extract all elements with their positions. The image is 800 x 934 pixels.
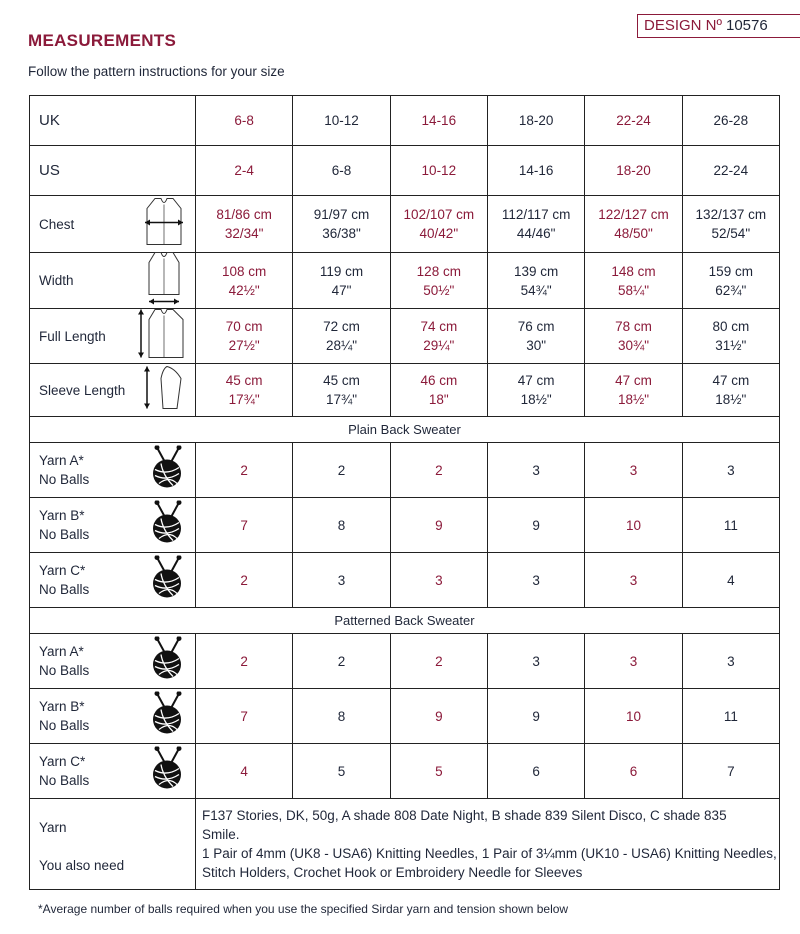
ball-count-cell: 3 <box>487 553 584 608</box>
cm-value: 47 cm <box>712 373 750 388</box>
ball-count-cell: 4 <box>196 744 293 799</box>
ball-count-cell: 2 <box>293 634 390 689</box>
inch-value: 30¾" <box>617 338 650 353</box>
inch-value: 17¾" <box>325 392 358 407</box>
cm-value: 119 cm <box>319 263 364 279</box>
ball-count-cell: 8 <box>293 498 390 553</box>
cm-value: 139 cm <box>514 263 559 279</box>
yarn-label-cell <box>30 744 196 799</box>
inch-value: 18½" <box>715 392 747 407</box>
size-cell: 22-24 <box>585 96 682 146</box>
inch-value: 48/50" <box>614 226 653 241</box>
inch-value: 17¾" <box>228 392 260 407</box>
ball-count-cell: 4 <box>682 553 779 608</box>
ball-count-cell: 6 <box>487 744 584 799</box>
measurement-cell <box>682 196 779 253</box>
need-label: You also need <box>39 858 125 873</box>
ball-count-cell: 5 <box>293 744 390 799</box>
ball-count-cell: 3 <box>585 634 682 689</box>
yarn-name: Yarn A* <box>39 453 84 468</box>
info-row <box>30 799 780 890</box>
yarn-sub: No Balls <box>39 472 90 487</box>
measurement-cell <box>390 196 487 253</box>
info-labels <box>30 799 196 890</box>
inch-value: 32/34" <box>224 226 264 241</box>
measurement-label: Sleeve Length <box>39 382 126 398</box>
yarn-ball-icon <box>147 637 187 686</box>
cm-value: 78 cm <box>615 319 652 334</box>
cm-value: 159 cm <box>708 263 753 279</box>
measurement-cell <box>682 364 779 417</box>
yarn-sub: No Balls <box>39 773 90 788</box>
info-text <box>196 799 780 890</box>
cm-value: 74 cm <box>420 319 458 334</box>
inch-value: 47" <box>331 282 352 298</box>
yarn-row <box>30 443 780 498</box>
cm-value: 108 cm <box>222 263 267 279</box>
ball-count-cell: 3 <box>293 553 390 608</box>
design-number: 10576 <box>726 17 768 34</box>
cm-value: 45 cm <box>323 373 360 388</box>
size-cell: 10-12 <box>390 146 487 196</box>
ball-count-cell: 9 <box>487 689 584 744</box>
yarn-sub: No Balls <box>39 663 90 678</box>
ball-count-cell: 5 <box>390 744 487 799</box>
measurement-label: Chest <box>39 216 75 232</box>
cm-value: 81/86 cm <box>216 207 272 222</box>
section-title: Patterned Back Sweater <box>30 608 780 634</box>
yarn-label-cell <box>30 553 196 608</box>
size-cell: 2-4 <box>196 146 293 196</box>
size-label: US <box>30 146 196 196</box>
measurement-cell <box>487 196 584 253</box>
measurement-cell <box>293 253 390 309</box>
ball-count-cell: 11 <box>682 498 779 553</box>
measurement-cell <box>196 253 293 309</box>
measurement-label: Width <box>39 273 74 288</box>
yarn-name: Yarn A* <box>39 644 84 659</box>
cm-value: 45 cm <box>225 373 263 388</box>
measurement-cell <box>293 364 390 417</box>
section-header-row <box>30 417 780 443</box>
ball-count-cell: 9 <box>390 498 487 553</box>
ball-count-cell: 2 <box>196 553 293 608</box>
inch-value: 50½" <box>423 282 455 298</box>
ball-count-cell: 3 <box>487 634 584 689</box>
section-title: Plain Back Sweater <box>30 417 780 443</box>
measurement-label-cell <box>30 196 196 253</box>
measurement-row <box>30 309 780 364</box>
cm-value: 122/127 cm <box>598 207 669 222</box>
measurement-cell <box>196 364 293 417</box>
page-title: MEASUREMENTS <box>28 31 177 50</box>
size-cell: 26-28 <box>682 96 779 146</box>
measurement-cell <box>585 309 682 364</box>
ball-count-cell: 11 <box>682 689 779 744</box>
size-cell: 18-20 <box>585 146 682 196</box>
need-text: 1 Pair of 4mm (UK8 - USA6) Knitting Needles, 1 Pair of 3¼mm (UK10 - USA6) Knitting Needles, Stitch Holders, Crochet Hook or Embroidery Needle for Sleeves <box>202 846 777 880</box>
ball-count-cell: 7 <box>196 498 293 553</box>
inch-value: 18½" <box>520 392 552 407</box>
size-cell: 14-16 <box>487 146 584 196</box>
measurement-cell <box>390 364 487 417</box>
ball-count-cell: 10 <box>585 689 682 744</box>
section-header-row <box>30 608 780 634</box>
yarn-ball-icon <box>147 747 187 796</box>
ball-count-cell: 3 <box>487 443 584 498</box>
ball-count-cell: 7 <box>196 689 293 744</box>
inch-value: 30" <box>526 338 547 353</box>
sleeve-icon <box>141 365 187 416</box>
cm-value: 112/117 cm <box>501 207 571 222</box>
yarn-label: Yarn <box>39 820 67 835</box>
yarn-label-cell <box>30 498 196 553</box>
measurement-cell <box>487 309 584 364</box>
measurement-cell <box>585 364 682 417</box>
yarn-ball-icon <box>147 501 187 550</box>
footnote: *Average number of balls required when you use the specified Sirdar yarn and tension shown below <box>38 902 569 916</box>
ball-count-cell: 2 <box>293 443 390 498</box>
ball-count-cell: 3 <box>682 443 779 498</box>
inch-value: 62¾" <box>715 282 747 298</box>
size-row-us <box>30 146 780 196</box>
cm-value: 46 cm <box>420 373 458 388</box>
cm-value: 128 cm <box>416 263 461 279</box>
size-label: UK <box>30 96 196 146</box>
yarn-name: Yarn C* <box>39 754 86 769</box>
measurement-label-cell <box>30 364 196 417</box>
cm-value: 47 cm <box>615 373 652 388</box>
measurement-cell <box>487 364 584 417</box>
measurements-table <box>29 95 780 890</box>
measurement-row <box>30 196 780 253</box>
yarn-row <box>30 553 780 608</box>
cm-value: 91/97 cm <box>313 207 370 222</box>
cm-value: 148 cm <box>611 263 656 279</box>
size-cell: 22-24 <box>682 146 779 196</box>
inch-value: 44/46" <box>516 226 556 241</box>
inch-value: 52/54" <box>711 226 751 241</box>
size-cell: 14-16 <box>390 96 487 146</box>
inch-value: 36/38" <box>322 226 361 241</box>
measurement-cell <box>390 253 487 309</box>
ball-count-cell: 3 <box>682 634 779 689</box>
cm-value: 76 cm <box>517 319 555 334</box>
yarn-label-cell <box>30 443 196 498</box>
measurement-cell <box>487 253 584 309</box>
measurement-cell <box>585 196 682 253</box>
size-cell: 6-8 <box>196 96 293 146</box>
ball-count-cell: 3 <box>585 443 682 498</box>
measurement-cell <box>682 309 779 364</box>
cm-value: 70 cm <box>225 319 263 334</box>
ball-count-cell: 7 <box>682 744 779 799</box>
ball-count-cell: 2 <box>196 634 293 689</box>
size-cell: 10-12 <box>293 96 390 146</box>
yarn-row <box>30 689 780 744</box>
yarn-row <box>30 634 780 689</box>
subtitle: Follow the pattern instructions for your size <box>28 64 285 79</box>
cm-value: 80 cm <box>712 319 750 334</box>
measurement-cell <box>293 196 390 253</box>
yarn-name: Yarn B* <box>39 699 85 714</box>
cm-value: 132/137 cm <box>695 207 767 222</box>
ball-count-cell: 2 <box>390 443 487 498</box>
size-cell: 6-8 <box>293 146 390 196</box>
inch-value: 27½" <box>228 338 260 353</box>
yarn-sub: No Balls <box>39 582 90 597</box>
ball-count-cell: 6 <box>585 744 682 799</box>
measurement-row <box>30 364 780 417</box>
ball-count-cell: 2 <box>196 443 293 498</box>
inch-value: 18" <box>428 392 449 407</box>
inch-value: 31½" <box>715 338 747 353</box>
width-garment-icon <box>141 250 187 311</box>
yarn-name: Yarn C* <box>39 563 86 578</box>
yarn-label-cell <box>30 689 196 744</box>
yarn-label-cell <box>30 634 196 689</box>
measurement-label-cell <box>30 309 196 364</box>
yarn-text: F137 Stories, DK, 50g, A shade 808 Date Night, B shade 839 Silent Disco, C shade 835 Smile. <box>202 808 727 842</box>
yarn-ball-icon <box>147 692 187 741</box>
size-cell: 18-20 <box>487 96 584 146</box>
yarn-name: Yarn B* <box>39 508 85 523</box>
yarn-sub: No Balls <box>39 718 90 733</box>
measurement-cell <box>585 253 682 309</box>
inch-value: 18½" <box>617 392 650 407</box>
measurement-cell <box>682 253 779 309</box>
ball-count-cell: 9 <box>487 498 584 553</box>
inch-value: 28¼" <box>325 338 358 353</box>
yarn-ball-icon <box>147 446 187 495</box>
yarn-ball-icon <box>147 556 187 605</box>
ball-count-cell: 9 <box>390 689 487 744</box>
measurement-cell <box>390 309 487 364</box>
ball-count-cell: 2 <box>390 634 487 689</box>
cm-value: 47 cm <box>517 373 555 388</box>
yarn-row <box>30 744 780 799</box>
inch-value: 29¼" <box>423 338 455 353</box>
measurement-row <box>30 253 780 309</box>
inch-value: 40/42" <box>419 226 459 241</box>
size-row-uk <box>30 96 780 146</box>
inch-value: 54¾" <box>520 282 552 298</box>
length-garment-icon <box>137 308 187 365</box>
measurement-cell <box>196 309 293 364</box>
inch-value: 42½" <box>228 282 260 298</box>
ball-count-cell: 3 <box>390 553 487 608</box>
ball-count-cell: 8 <box>293 689 390 744</box>
cm-value: 72 cm <box>323 319 360 334</box>
design-number-box <box>637 14 800 38</box>
measurement-label-cell <box>30 253 196 309</box>
inch-value: 58¼" <box>617 282 650 298</box>
yarn-row <box>30 498 780 553</box>
measurement-cell <box>293 309 390 364</box>
measurement-cell <box>196 196 293 253</box>
chest-garment-icon <box>141 197 187 252</box>
cm-value: 102/107 cm <box>403 207 475 222</box>
yarn-sub: No Balls <box>39 527 90 542</box>
ball-count-cell: 10 <box>585 498 682 553</box>
measurement-label: Full Length <box>39 328 106 344</box>
ball-count-cell: 3 <box>585 553 682 608</box>
design-label: DESIGN Nº <box>644 17 722 34</box>
